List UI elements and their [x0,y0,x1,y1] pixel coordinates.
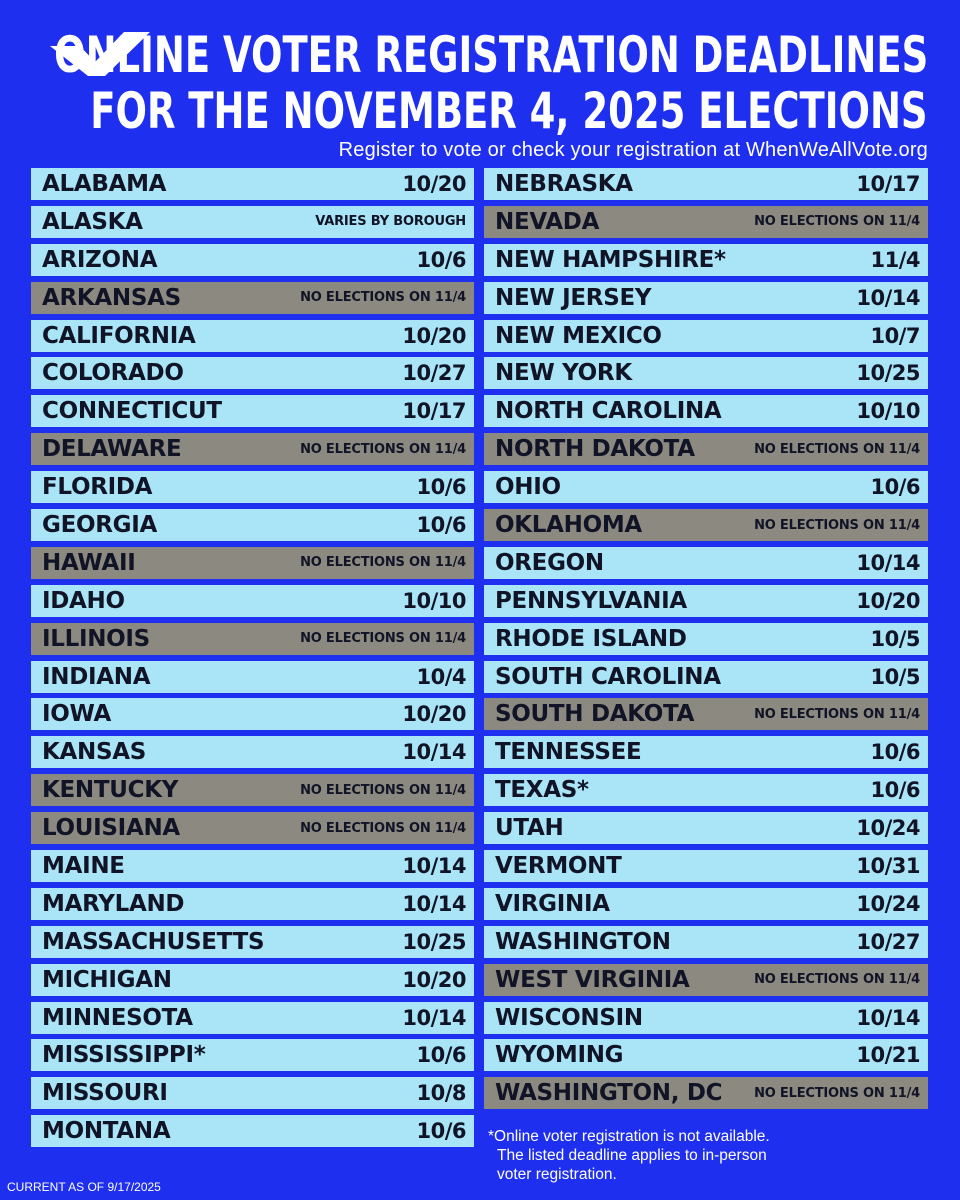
state-name: DELAWARE [42,436,182,463]
registration-deadline: 10/27 [856,929,920,954]
state-row [484,1039,928,1071]
state-row [484,623,928,655]
registration-deadline: 10/24 [856,816,920,841]
state-name: NEW MEXICO [495,322,662,349]
state-row [484,698,928,730]
registration-deadline: 10/6 [870,475,920,500]
state-name: IDAHO [42,587,125,614]
state-row [484,547,928,579]
state-name: HAWAII [42,549,136,576]
registration-deadline: 10/25 [856,361,920,386]
state-name: VERMONT [495,853,622,880]
state-row [484,168,928,200]
state-name: WYOMING [495,1042,624,1069]
state-name: OKLAHOMA [495,512,642,539]
state-row [484,1002,928,1034]
registration-deadline: 10/6 [416,1043,466,1068]
registration-deadline: 10/10 [856,399,920,424]
state-row [484,926,928,958]
registration-deadline: 10/14 [402,740,466,765]
registration-deadline: NO ELECTIONS ON 11/4 [300,631,466,647]
state-row [31,1115,474,1147]
state-name: KENTUCKY [42,777,179,804]
state-row [484,395,928,427]
state-name: IOWA [42,701,112,728]
state-name: ARIZONA [42,246,158,273]
state-row [31,736,474,768]
state-name: OREGON [495,549,604,576]
state-row [31,471,474,503]
right-state-column [484,168,928,1115]
registration-deadline: 10/6 [416,247,466,272]
registration-deadline: 10/6 [416,475,466,500]
registration-deadline: NO ELECTIONS ON 11/4 [754,441,920,457]
state-row [484,320,928,352]
registration-deadline: 10/14 [402,854,466,879]
state-row [484,812,928,844]
registration-deadline: NO ELECTIONS ON 11/4 [300,820,466,836]
footnote-line-3: voter registration. [497,1166,617,1183]
state-row [484,1077,928,1109]
state-row [484,964,928,996]
state-row [31,888,474,920]
registration-deadline: 10/6 [416,513,466,538]
registration-deadline: NO ELECTIONS ON 11/4 [754,972,920,988]
registration-deadline: 10/17 [402,399,466,424]
state-name: CONNECTICUT [42,398,222,425]
state-row [484,433,928,465]
registration-deadline: 10/5 [870,664,920,689]
state-name: NEW YORK [495,360,632,387]
state-row [484,509,928,541]
state-row [31,850,474,882]
state-row [31,661,474,693]
registration-deadline: 10/14 [402,891,466,916]
registration-deadline: 10/6 [870,740,920,765]
registration-deadline: 10/14 [402,1005,466,1030]
state-name: NEW HAMPSHIRE* [495,246,726,273]
page-title-line-1: ONLINE VOTER REGISTRATION DEADLINES [53,26,928,84]
state-name: MARYLAND [42,890,185,917]
registration-deadline: NO ELECTIONS ON 11/4 [300,441,466,457]
state-name: CALIFORNIA [42,322,196,349]
subtitle: Register to vote or check your registration at WhenWeAllVote.org [338,139,928,161]
state-row [31,357,474,389]
registration-deadline: 10/14 [856,285,920,310]
registration-deadline: 10/31 [856,854,920,879]
registration-deadline: 10/25 [402,929,466,954]
state-name: WEST VIRGINIA [495,966,690,993]
state-row [484,850,928,882]
state-row [31,623,474,655]
state-name: PENNSYLVANIA [495,587,687,614]
registration-deadline: 10/14 [856,1005,920,1030]
state-name: NEBRASKA [495,171,633,197]
state-name: ALASKA [42,208,143,235]
registration-deadline: 10/8 [416,1081,466,1106]
state-row [31,509,474,541]
state-row [31,206,474,238]
state-name: UTAH [495,815,564,842]
registration-deadline: 10/10 [402,588,466,613]
registration-deadline: 10/5 [870,626,920,651]
state-row [31,926,474,958]
state-row [31,433,474,465]
registration-deadline: 10/24 [856,891,920,916]
state-name: NORTH CAROLINA [495,398,722,425]
registration-deadline: NO ELECTIONS ON 11/4 [754,706,920,722]
footnote-line-2: The listed deadline applies to in-person [497,1147,767,1164]
state-name: SOUTH CAROLINA [495,663,721,690]
registration-deadline: NO ELECTIONS ON 11/4 [300,555,466,571]
state-row [31,698,474,730]
registration-deadline: NO ELECTIONS ON 11/4 [300,782,466,798]
registration-deadline: 10/20 [856,588,920,613]
state-name: NORTH DAKOTA [495,436,695,463]
state-name: ILLINOIS [42,625,150,652]
footnote [488,1127,928,1184]
state-name: TEXAS* [495,777,589,804]
state-name: ARKANSAS [42,284,181,311]
state-row [484,661,928,693]
state-name: WISCONSIN [495,1004,643,1031]
registration-deadline: 11/4 [870,247,920,272]
state-name: WASHINGTON [495,928,671,955]
footnote-line-1: *Online voter registration is not available. [488,1128,770,1145]
state-name: MINNESOTA [42,1004,193,1031]
state-name: MAINE [42,853,125,880]
state-row [31,774,474,806]
state-row [484,471,928,503]
state-name: SOUTH DAKOTA [495,701,695,728]
state-row [484,888,928,920]
registration-deadline: NO ELECTIONS ON 11/4 [754,1085,920,1101]
registration-deadline: 10/21 [856,1043,920,1068]
state-name: OHIO [495,474,561,501]
state-row [31,168,474,200]
registration-deadline: VARIES BY BOROUGH [315,214,466,230]
state-name: TENNESSEE [495,739,642,766]
registration-deadline: NO ELECTIONS ON 11/4 [754,214,920,230]
state-name: LOUISIANA [42,815,180,842]
state-name: MISSISSIPPI* [42,1042,206,1069]
state-name: MICHIGAN [42,966,172,993]
state-row [31,812,474,844]
state-name: COLORADO [42,360,184,387]
state-row [31,1077,474,1109]
state-name: MISSOURI [42,1080,168,1107]
state-row [31,964,474,996]
state-name: RHODE ISLAND [495,625,687,652]
state-row [31,585,474,617]
state-row [484,357,928,389]
state-name: KANSAS [42,739,147,766]
state-row [484,282,928,314]
state-row [31,320,474,352]
registration-deadline: 10/14 [856,550,920,575]
state-row [31,1039,474,1071]
state-row [31,282,474,314]
registration-deadline: NO ELECTIONS ON 11/4 [754,517,920,533]
state-name: VIRGINIA [495,890,610,917]
state-row [31,547,474,579]
state-row [484,774,928,806]
registration-deadline: 10/7 [870,323,920,348]
state-name: WASHINGTON, DC [495,1080,723,1107]
state-name: ALABAMA [42,171,167,197]
state-row [484,206,928,238]
registration-deadline: 10/27 [402,361,466,386]
state-name: MONTANA [42,1118,171,1145]
state-name: NEVADA [495,208,600,235]
registration-deadline: NO ELECTIONS ON 11/4 [300,290,466,306]
current-as-of-date: CURRENT AS OF 9/17/2025 [7,1180,161,1194]
state-name: GEORGIA [42,512,157,539]
state-name: FLORIDA [42,474,153,501]
registration-deadline: 10/20 [402,967,466,992]
state-name: MASSACHUSETTS [42,928,265,955]
state-name: NEW JERSEY [495,284,652,311]
state-name: INDIANA [42,663,151,690]
registration-deadline: 10/17 [856,172,920,196]
registration-deadline: 10/20 [402,172,466,196]
registration-deadline: 10/6 [870,778,920,803]
registration-deadline: 10/20 [402,702,466,727]
registration-deadline: 10/4 [416,664,466,689]
left-state-column [31,168,474,1153]
state-row [31,244,474,276]
state-row [484,585,928,617]
state-row [31,395,474,427]
registration-deadline: 10/20 [402,323,466,348]
state-row [484,736,928,768]
registration-deadline: 10/6 [416,1119,466,1144]
page-title-line-2: FOR THE NOVEMBER 4, 2025 ELECTIONS [90,82,928,140]
state-row [31,1002,474,1034]
state-row [484,244,928,276]
